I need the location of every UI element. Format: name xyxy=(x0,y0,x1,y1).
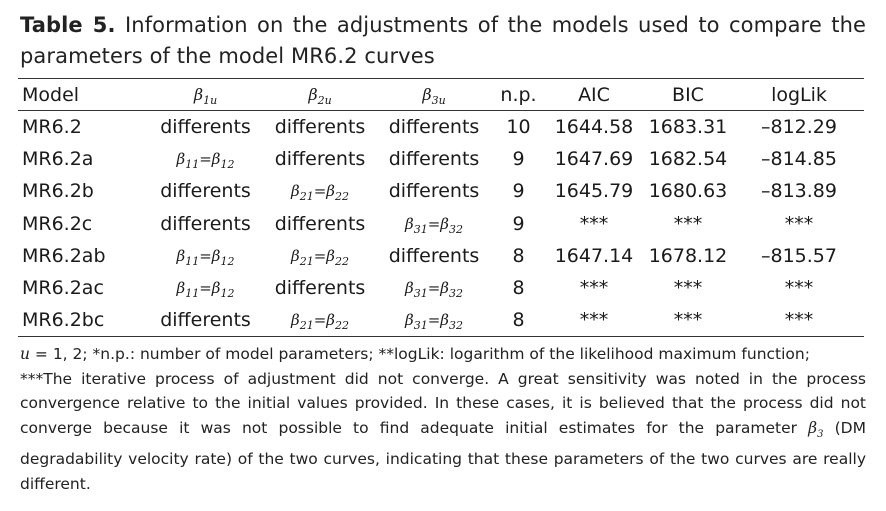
cell-b2: differents xyxy=(274,212,366,235)
cell-np: 8 xyxy=(512,244,525,267)
header-bic: BIC xyxy=(642,79,734,111)
cell-model: MR6.2ab xyxy=(22,244,106,267)
cell-b3: differents xyxy=(388,147,480,170)
cell-model: MR6.2b xyxy=(22,180,94,203)
table-row xyxy=(18,304,864,336)
caption-text: Information on the adjustments of the models used to compare the parameters of the model MR6.2 curves xyxy=(20,13,866,68)
table-row xyxy=(18,272,864,304)
cell-aic: 1647.14 xyxy=(554,244,634,267)
cell-bic: *** xyxy=(673,212,703,235)
table-body xyxy=(18,111,864,337)
cell-b2: $\beta_{21}=\beta_{22}$ xyxy=(263,304,377,336)
cell-aic: *** xyxy=(579,212,609,235)
cell-np: 9 xyxy=(512,147,525,170)
footnote-line-1: u = 1, 2; *n.p.: number of model parameters; **logLik: logarithm of the likelihood maximum function; xyxy=(20,345,810,363)
cell-bic: *** xyxy=(673,277,703,300)
cell-b3: $\beta_{31}=\beta_{32}$ xyxy=(405,214,463,236)
header-beta2: $\beta_{2u}$ xyxy=(263,79,377,111)
caption-label: Table 5. xyxy=(20,13,116,37)
cell-b1: $\beta_{11}=\beta_{12}$ xyxy=(176,149,235,171)
cell-np: 9 xyxy=(512,180,525,203)
table-row xyxy=(18,175,864,207)
cell-model: MR6.2bc xyxy=(18,304,148,336)
cell-b1: $\beta_{11}=\beta_{12}$ xyxy=(176,246,235,268)
cell-np: 10 xyxy=(506,115,531,138)
table-row xyxy=(18,111,864,143)
cell-aic: 1644.58 xyxy=(554,115,634,138)
cell-b2: $\beta_{21}=\beta_{22}$ xyxy=(291,246,349,268)
cell-b1: differents xyxy=(160,115,251,138)
beta3-symbol: $\beta_3$ xyxy=(808,418,824,440)
cell-b2: $\beta_{21}=\beta_{22}$ xyxy=(291,182,349,204)
table-row xyxy=(18,143,864,175)
cell-loglik: –812.29 xyxy=(761,115,837,138)
cell-model: MR6.2ac xyxy=(22,277,104,300)
table-row xyxy=(18,240,864,272)
cell-b2: differents xyxy=(274,147,366,170)
cell-bic: 1680.63 xyxy=(648,180,728,203)
header-loglik: logLik xyxy=(734,79,864,111)
cell-model: MR6.2c xyxy=(22,212,93,235)
cell-b2: differents xyxy=(274,115,366,138)
cell-aic: 1647.69 xyxy=(554,147,634,170)
cell-aic: *** xyxy=(579,277,609,300)
cell-b1: $\beta_{11}=\beta_{12}$ xyxy=(176,279,235,301)
cell-b2: differents xyxy=(274,277,366,300)
cell-bic: *** xyxy=(642,304,734,336)
cell-loglik: –815.57 xyxy=(761,244,837,267)
cell-loglik: –813.89 xyxy=(761,180,837,203)
cell-b1: differents xyxy=(148,304,263,336)
header-model: Model xyxy=(18,79,148,111)
header-aic: AIC xyxy=(546,79,642,111)
cell-np: 9 xyxy=(512,212,525,235)
header-beta1: $\beta_{1u}$ xyxy=(148,79,263,111)
cell-aic: *** xyxy=(546,304,642,336)
cell-b3: differents xyxy=(388,244,480,267)
adjustments-table xyxy=(18,78,864,337)
header-beta3: $\beta_{3u}$ xyxy=(377,79,491,111)
cell-loglik: *** xyxy=(784,277,814,300)
cell-loglik: *** xyxy=(734,304,864,336)
cell-model: MR6.2a xyxy=(22,147,94,170)
cell-bic: 1682.54 xyxy=(648,147,728,170)
cell-b1: differents xyxy=(160,212,251,235)
cell-np: 8 xyxy=(512,277,525,300)
cell-model: MR6.2 xyxy=(22,115,82,138)
cell-loglik: –814.85 xyxy=(761,147,837,170)
footnote-line-2: ***The iterative process of adjustment did not converge. A great sensitivity was noted in the process convergence relative to the initial values provided. In these cases, it is believed that the process did not converge because it was not possible to find adequate initial estimates for the parameter $\beta_3$ (DM degradability velocity rate) of the two curves, indicating that these parameters of the two curves are really different. xyxy=(20,369,866,493)
cell-aic: 1645.79 xyxy=(554,180,634,203)
cell-b3: $\beta_{31}=\beta_{32}$ xyxy=(377,304,491,336)
cell-b3: differents xyxy=(388,115,480,138)
cell-b1: differents xyxy=(160,180,251,203)
cell-np: 8 xyxy=(491,304,546,336)
cell-b3: differents xyxy=(388,180,480,203)
cell-loglik: *** xyxy=(784,212,814,235)
cell-b3: $\beta_{31}=\beta_{32}$ xyxy=(405,279,463,301)
table-caption xyxy=(20,10,866,72)
header-row xyxy=(18,79,864,111)
header-np: n.p. xyxy=(491,79,546,111)
cell-bic: 1683.31 xyxy=(648,115,728,138)
cell-bic: 1678.12 xyxy=(648,244,728,267)
table-row xyxy=(18,207,864,239)
table-footnote xyxy=(20,342,866,496)
